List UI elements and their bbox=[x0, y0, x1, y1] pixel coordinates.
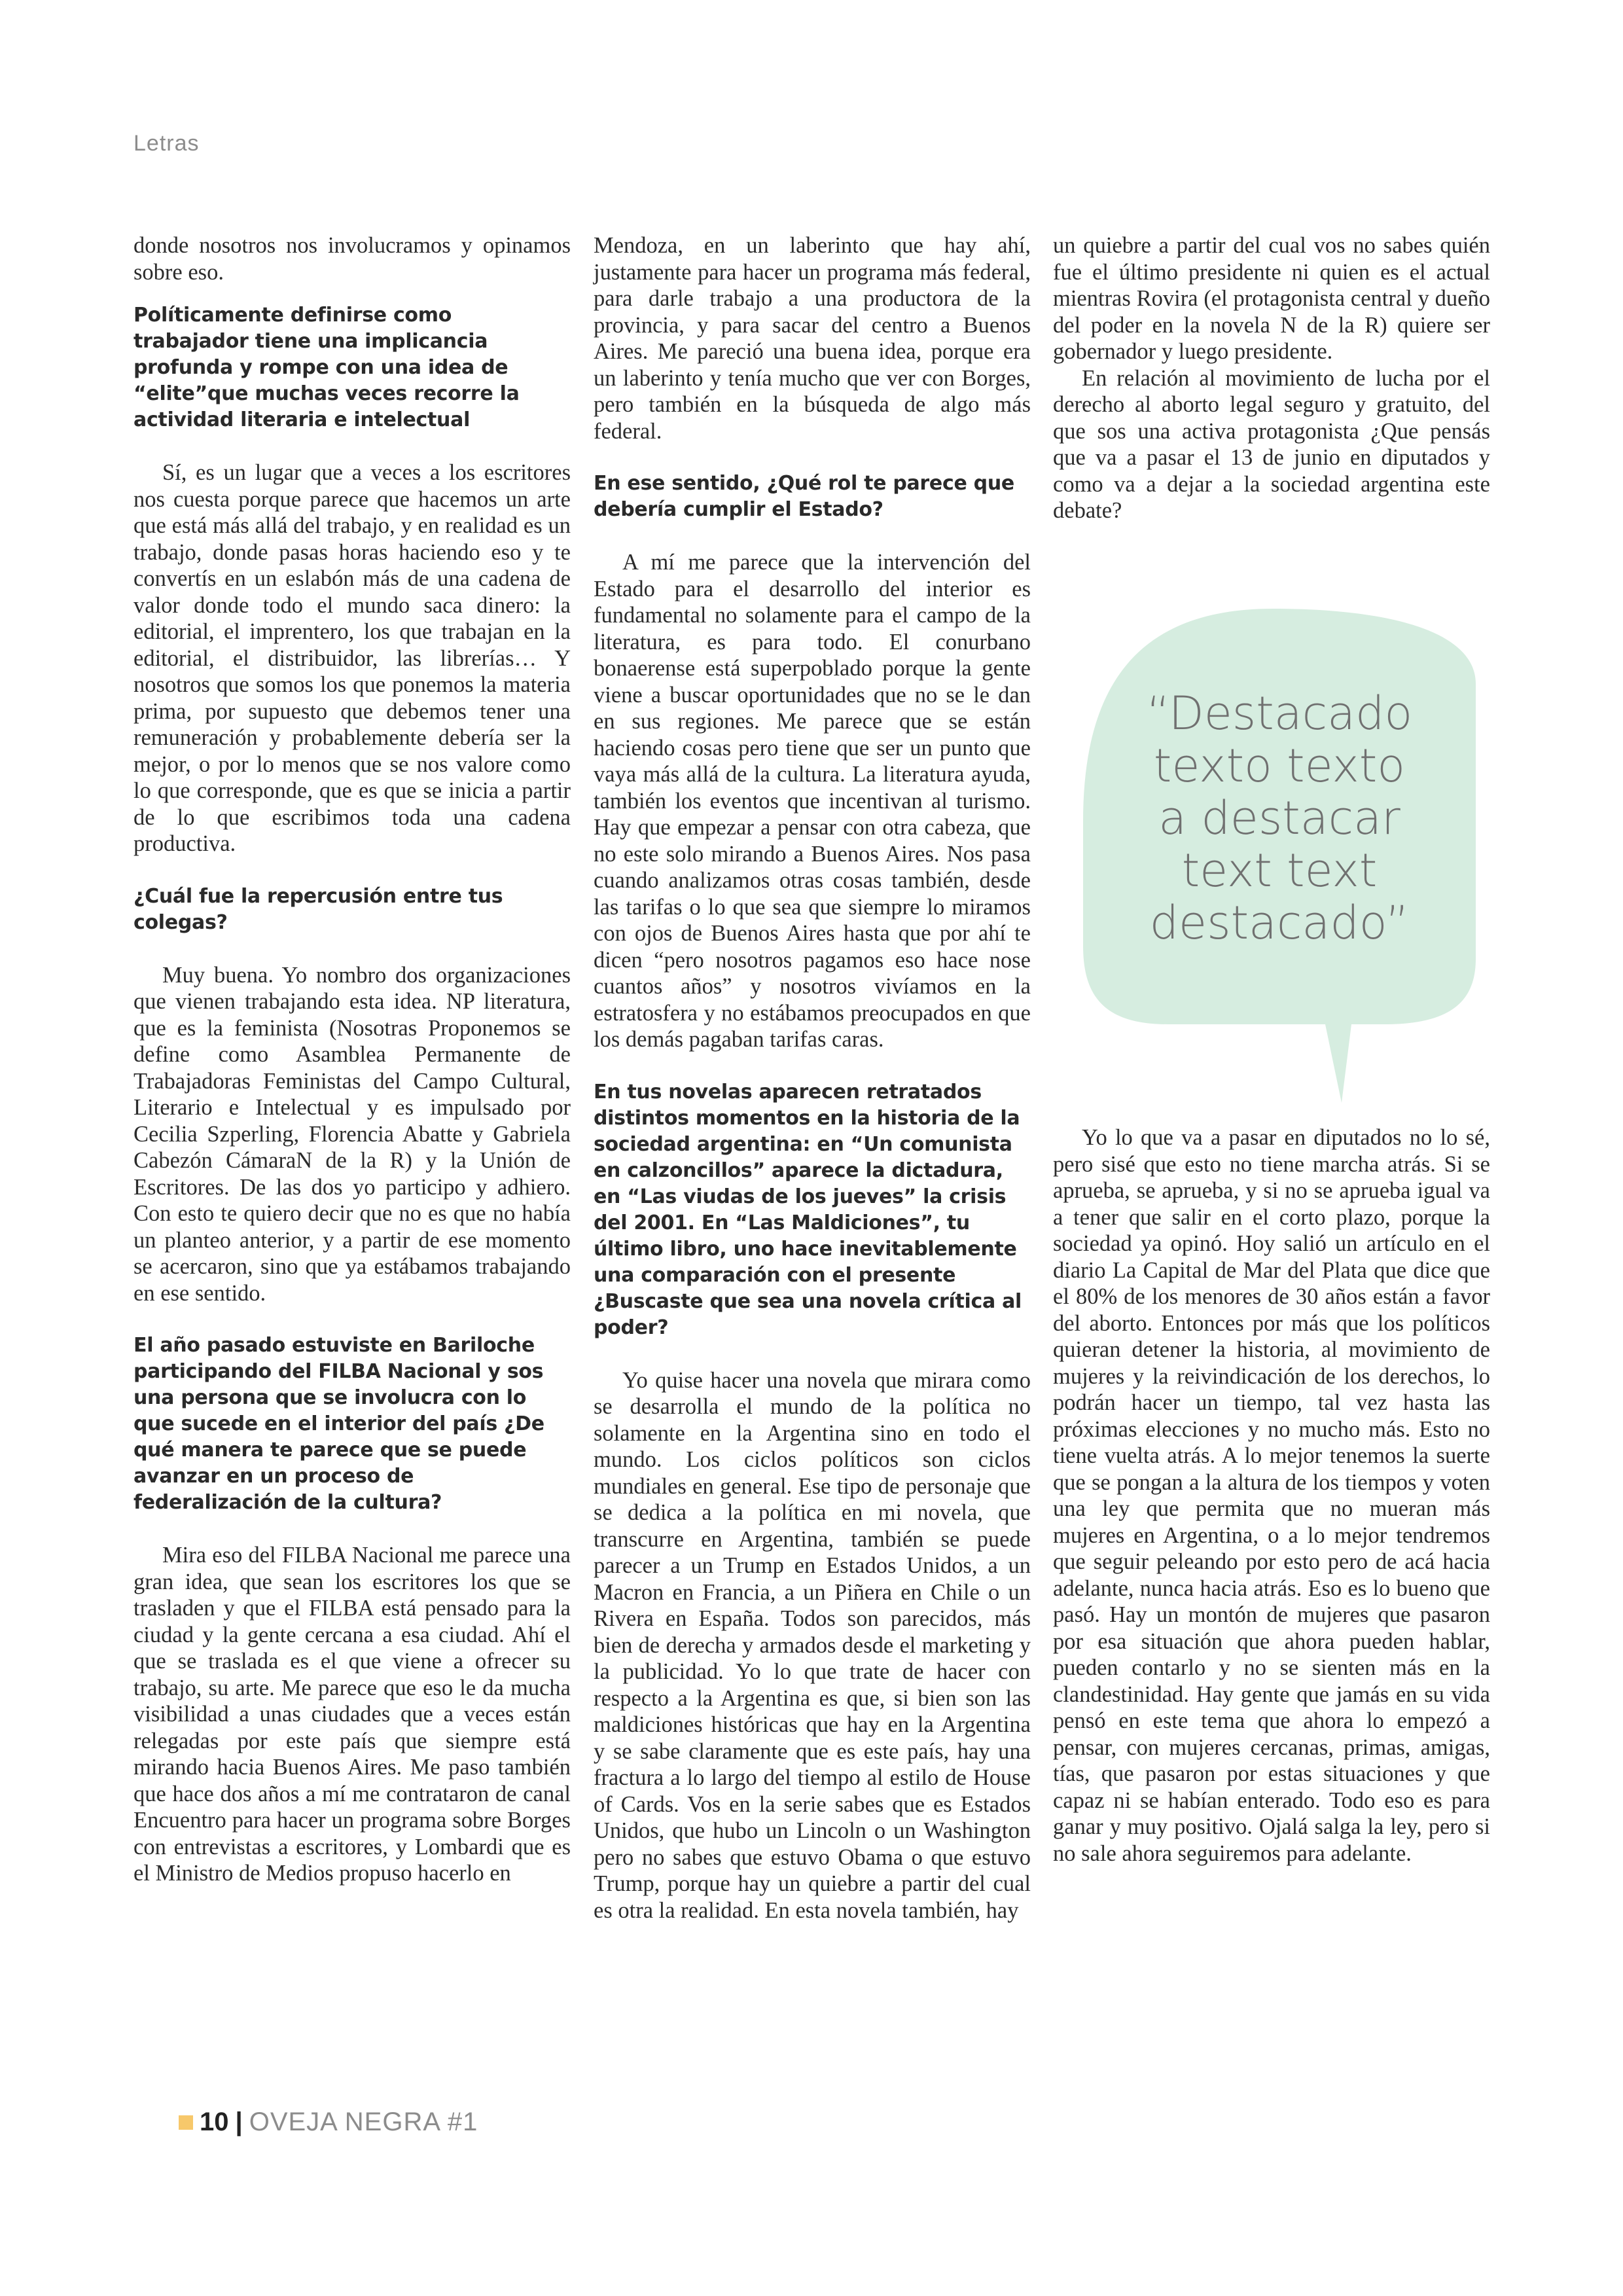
column-1 bbox=[134, 232, 571, 1887]
paragraph: Sí, es un lugar que a veces a los escritores nos cuesta porque parece que hacemos un arte que está más allá del trabajo, y en realidad es un trabajo, donde pasas horas haciendo eso y te convertís en un eslabón más de una cadena de valor donde todo el mundo saca dinero: la editorial, el imprentero, los que trabajan en la editorial, el distribuidor, las librerías… Y nosotros que somos los que ponemos la materia prima, por supuesto que debemos tener una remuneración y probablemente debería ser la mejor, o por lo menos que se nos valore como lo que corresponde, que es que se inicia a partir de lo que escribimos toda una cadena productiva. bbox=[134, 460, 571, 856]
paragraph: Muy buena. Yo nombro dos organizaciones que vienen trabajando esta idea. NP literatura, que es la feminista (Nosotras Proponemos se define como Asamblea Permanente de Trabajadoras Feministas del Campo Cultural, Literario e Intelectual y es impulsado por Cecilia Szperling, Florencia Abatte y Gabriela Cabezón CámaraN de la R) y la Unión de Escritores. De las dos yo participo y adhiero. Con esto te quiero decir que no es que no había un planteo anterior, y a partir de ese momento se acercaron, sino que ya estábamos trabajando en ese sentido. bbox=[134, 962, 571, 1306]
pull-quote-line: destacado” bbox=[1149, 896, 1410, 950]
pull-quote-text bbox=[1103, 687, 1456, 949]
interview-question: En tus novelas aparecen retratados distintos momentos en la historia de la sociedad argentina: en “Un comunista en calzoncillos” aparece la dictadura, en “Las viudas de los jueves” la crisis del 2001. En “Las Maldiciones”, tu último libro, uno hace inevitablemente una comparación con el presente ¿Buscaste que sea una novela crítica al poder? bbox=[594, 1080, 1022, 1339]
paragraph: Mendoza, en un laberinto que hay ahí, justamente para hacer un programa más federal, para darle trabajo a una productora de la provincia, y para sacar del centro a Buenos Aires. Me pareció una buena idea, porque era un laberinto y tenía mucho que ver con Borges, pero también en la búsqueda de algo más federal. bbox=[594, 233, 1031, 444]
page-number: 10 bbox=[200, 2108, 229, 2136]
footer-separator: | bbox=[235, 2108, 243, 2136]
paragraph: un quiebre a partir del cual vos no sabes quién fue el último presidente ni quien es el actual mientras Rovira (el protagonista central y dueño del poder en la novela N de la R) quiere ser gobernador y luego presidente. bbox=[1053, 233, 1490, 364]
paragraph: A mí me parece que la intervención del Estado para el desarrollo del interior es fundamental no solamente para el campo de la literatura, es para todo. El conurbano bonaerense está superpoblado porque la gente viene a buscar oportunidades que no se le dan en sus regiones. Me parece que se están haciendo cosas pero tiene que ser un punto que vaya más allá de la cultura. La literatura ayuda, también los eventos que incentivan al turismo. Hay que empezar a pensar con otra cabeza, que no este solo mirando a Buenos Aires. Nos pasa cuando analizamos otras cosas también, desde las tarifas o lo que sea que siempre lo miramos con ojos de Buenos Aires hasta que por ahí te dicen “pero nosotros pagamos eso hace nose cuantos años” y nosotros vivíamos en la estratosfera y no estábamos preocupados en que los demás pagaban tarifas caras. bbox=[594, 550, 1031, 1052]
paragraph: donde nosotros nos involucramos y opinamos sobre eso. bbox=[134, 233, 571, 285]
section-label: Letras bbox=[134, 131, 200, 156]
column-3 bbox=[1053, 232, 1490, 524]
paragraph: Mira eso del FILBA Nacional me parece una gran idea, que sean los escritores los que se trasladen y que el FILBA está pensado para la ciudad y la gente cercana a esa ciudad. Ahí el que se traslada es el que viene a ofrecer su trabajo, su arte. Me parece que eso le da mucha visibilidad a unas ciudades que a veces están relegadas por este país que siempre está mirando hacia Buenos Aires. Me paso también que hace dos años a mí me contrataron de canal Encuentro para hacer un programa sobre Borges con entrevistas a escritores, y Lombardi que es el Ministro de Medios propuso hacerlo en bbox=[134, 1543, 571, 1886]
paragraph: Yo lo que va a pasar en diputados no lo sé, pero sisé que esto no tiene marcha atrás. Si se aprueba, se aprueba, y si no se aprueba igual va a tener que salir en el corto plazo, porque la sociedad ya opinó. Hoy salió un artículo en el diario La Capital de Mar del Plata que dice que el 80% de los menores de 30 años están a favor del aborto. Entonces por más que los políticos quieran detener la historia, al movimiento de mujeres y la reivindicación de los derechos, lo podrán hacer un tiempo, tal vez hasta las próximas elecciones y no mucho más. Esto no tiene vuelta atrás. A lo mejor tenemos la suerte que se pongan a la altura de los tiempos y voten una ley que permita que no mueran más mujeres en Argentina, o a lo mejor tendremos que seguir peleando por esto pero de acá hacia adelante, nunca hacia atrás. Eso es lo bueno que pasó. Hay un montón de mujeres que pasaron por esa situación que ahora pueden hablar, pueden contarlo y no se sienten más en la clandestinidad. Hay gente que jamás en su vida pensó en este tema que ahora lo empezó a pensar, con mujeres cercanas, primas, amigas, tías, que pasaron por estas situaciones y que capaz ni se habían enterado. Todo eso es para ganar y muy positivo. Ojalá salga la ley, pero si no sale ahora seguiremos para adelante. bbox=[1053, 1125, 1490, 1866]
paragraph: En relación al movimiento de lucha por el derecho al aborto legal seguro y gratuito, del que sos una activa protagonista ¿Que pensás que va a pasar el 13 de junio en diputados y como va a dejar a la sociedad argentina este debate? bbox=[1053, 365, 1490, 523]
pull-quote-line: text text bbox=[1181, 844, 1378, 897]
page-footer bbox=[179, 2108, 478, 2137]
magazine-name: OVEJA NEGRA #1 bbox=[249, 2108, 478, 2136]
pull-quote-line: a destacar bbox=[1158, 791, 1400, 845]
paragraph: Yo quise hacer una novela que mirara como se desarrolla el mundo de la política no solamente en la Argentina sino en todo el mundo. Los ciclos políticos son ciclos mundiales en general. Ese tipo de personaje que se dedica a la política en mi novela, que transcurre en Argentina, también se puede parecer a un Trump en Estados Unidos, a un Macron en Francia, a un Piñera en Chile o un Rivera en España. Todos son parecidos, más bien de derecha y armados desde el marketing y la publicidad. Yo lo que trate de hacer con respecto a la Argentina es que, si bien son las maldiciones históricas que hay en la Argentina y se sabe claramente que es este país, hay una fractura a lo largo del tiempo al estilo de House of Cards. Vos en la serie sabes que es Estados Unidos, que hubo un Lincoln o un Washington pero no sabes que estuvo Obama o que estuvo Trump, porque hay un quiebre a partir del cual es otra la realidad. En esta novela también, hay bbox=[594, 1367, 1031, 1923]
interview-question: Políticamente definirse como trabajador tiene una implicancia profunda y rompe con una idea de “elite”que muchas veces recorre la actividad literaria e intelectual bbox=[134, 304, 520, 431]
pull-quote-line: texto texto bbox=[1153, 739, 1406, 793]
interview-question: ¿Cuál fue la repercusión entre tus colegas? bbox=[134, 884, 503, 934]
interview-question: El año pasado estuviste en Bariloche participando del FILBA Nacional y sos una persona que se involucra con lo que sucede en el interior del país ¿De qué manera te parece que se puede avanzar en un proceso de federalización de la cultura? bbox=[134, 1334, 544, 1514]
accent-square-icon bbox=[179, 2115, 193, 2130]
interview-question: En ese sentido, ¿Qué rol te parece que debería cumplir el Estado? bbox=[594, 472, 1014, 521]
pull-quote bbox=[1077, 605, 1482, 1103]
pull-quote-line: “Destacado bbox=[1146, 687, 1413, 740]
column-2 bbox=[594, 232, 1031, 1924]
column-3-continued bbox=[1053, 1124, 1490, 1867]
